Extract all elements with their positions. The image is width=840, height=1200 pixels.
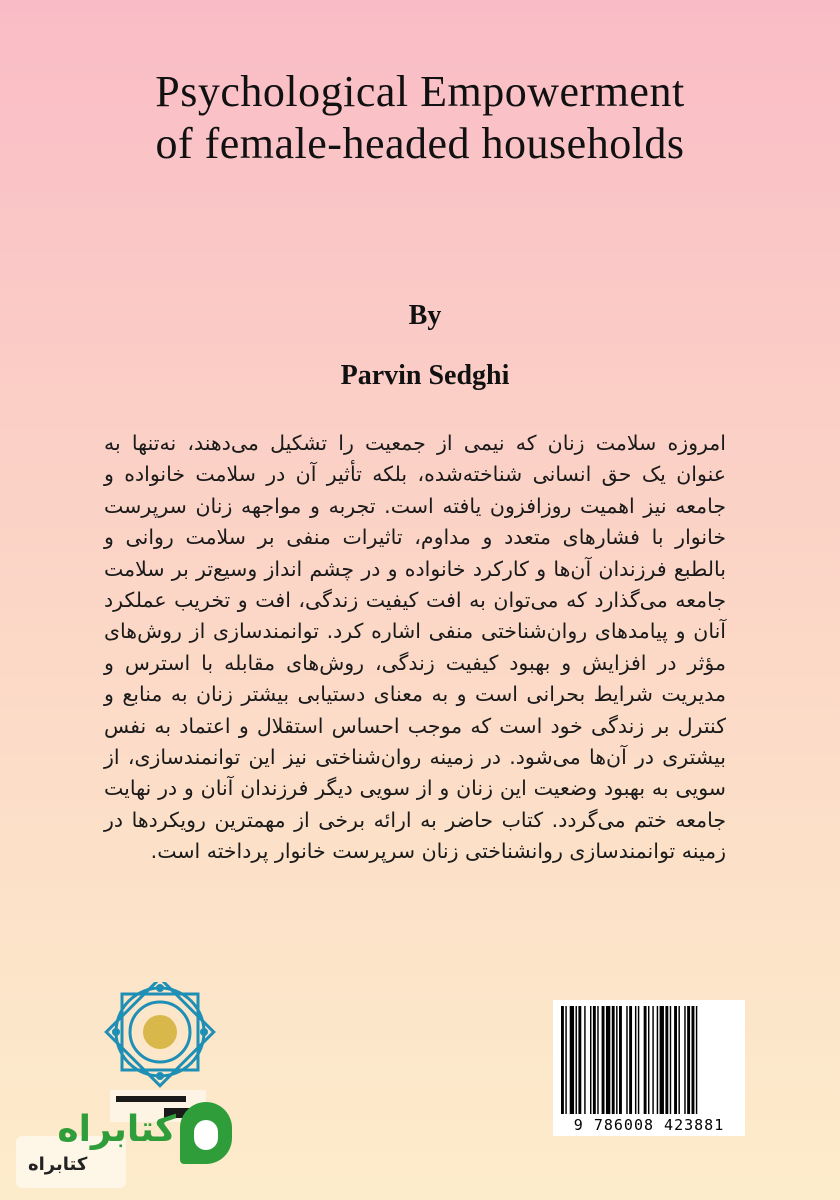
ketabrah-leaf-icon [180, 1102, 232, 1164]
watermark-brand-small: کتابراه [28, 1154, 88, 1175]
watermark-brand-large: کتابراه [57, 1109, 176, 1150]
isbn-barcode [553, 1000, 745, 1136]
abstract-paragraph: امروزه سلامت زنان که نیمی از جمعیت را تشکیل می‌دهند، نه‌تنها به عنوان یک حق انسانی شناخته‌شده، بلکه تأثیر آن در سلامت خانواده و جامعه نیز اهمیت روزافزون یافته است. تجربه و مواجهه زنان سرپرست خانوار با فشارهای متعدد و مداوم، تاثیرات منفی بر سلامت روانی و بالطبع فرزندان آن‌ها و کارکرد خانواده و در چشم انداز وسیع‌تر بر سلامت جامعه می‌گذارد که می‌توان به افت کیفیت زندگی، افت و تخریب عملکرد آنان و پیامدهای روان‌شناختی منفی اشاره کرد. توانمندسازی از روش‌های مؤثر در افزایش و بهبود کیفیت زندگی، روش‌های مقابله با استرس و مدیریت شرایط بحرانی است و به معنای دستیابی بیشتر زنان به منابع و کنترل بر زندگی خود است که موجب احساس استقلال و اعتماد به نفس بیشتری در آن‌ها می‌شود. در زمینه روان‌شناختی نیز این توانمندسازی، از سویی به بهبود وضعیت این زنان و از سویی دیگر فرزندان آنان و در نهایت جامعه ختم می‌گردد. کتاب حاضر به ارائه برخی از مهمترین رویکردها در زمینه توانمندسازی روانشناختی زنان سرپرست خانوار پرداخته است. [104, 431, 726, 864]
author-name: Parvin Sedghi [340, 360, 510, 391]
title-line-1: Psychological Empowerment [155, 67, 685, 116]
barcode-bars [561, 1006, 737, 1114]
by-label: By [408, 300, 442, 331]
isbn-number: 9 786008 423881 [573, 1116, 725, 1134]
ketabrah-watermark [8, 1096, 234, 1196]
title-line-2: of female-headed households [155, 119, 685, 168]
book-title [0, 66, 840, 170]
